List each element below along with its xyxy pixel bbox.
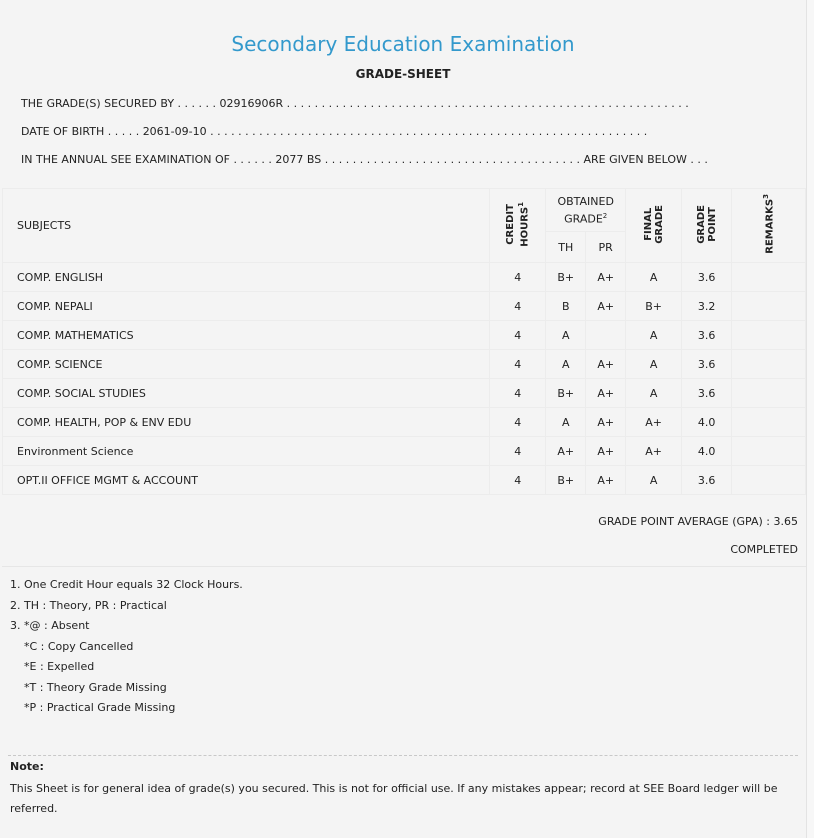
subject-cell: COMP. SOCIAL STUDIES — [3, 379, 490, 408]
secured-by-label: THE GRADE(S) SECURED BY . . . . . . — [21, 97, 217, 110]
legend-item: 3. *@ : Absent — [10, 619, 90, 632]
pr-grade-cell: A+ — [586, 263, 626, 292]
table-row — [3, 466, 806, 495]
exam-end: ARE GIVEN BELOW . . . — [583, 153, 708, 166]
th-grade-cell: B+ — [546, 466, 586, 495]
legend-item: *T : Theory Grade Missing — [24, 680, 167, 694]
remarks-cell — [732, 379, 806, 408]
credit-cell: 4 — [490, 292, 546, 321]
exam-year: 2077 BS — [275, 153, 322, 166]
page-title: Secondary Education Examination — [231, 32, 575, 56]
remarks-cell — [732, 292, 806, 321]
pr-grade-cell: A+ — [586, 466, 626, 495]
symbol-number: 02916906R — [219, 97, 284, 110]
pr-grade-cell — [586, 321, 626, 350]
grade-point-cell: 3.6 — [682, 263, 732, 292]
edge-divider — [806, 0, 807, 838]
header-final-grade: FINAL GRADE — [626, 189, 682, 263]
grade-point-cell: 3.6 — [682, 379, 732, 408]
legend-item: 1. One Credit Hour equals 32 Clock Hours. — [10, 578, 243, 591]
table-row — [3, 408, 806, 437]
final-grade-cell: A — [626, 350, 682, 379]
note-text: This Sheet is for general idea of grade(s) you secured. This is not for official use. If any mistakes appear; record at SEE Board ledger will be referred. — [10, 782, 778, 815]
dob-line — [21, 125, 647, 138]
pr-grade-cell: A+ — [586, 437, 626, 466]
header-credit-hours: CREDIT HOURS$^1$ — [490, 189, 546, 263]
remarks-cell — [732, 263, 806, 292]
final-grade-cell: A+ — [626, 437, 682, 466]
remarks-cell — [732, 437, 806, 466]
remarks-cell — [732, 408, 806, 437]
table-row — [3, 292, 806, 321]
result-status: COMPLETED — [730, 543, 798, 556]
subject-cell: COMP. SCIENCE — [3, 350, 490, 379]
final-grade-cell: B+ — [626, 292, 682, 321]
table-row — [3, 350, 806, 379]
th-grade-cell: A+ — [546, 437, 586, 466]
th-grade-cell: B+ — [546, 379, 586, 408]
credit-cell: 4 — [490, 379, 546, 408]
subject-cell: COMP. MATHEMATICS — [3, 321, 490, 350]
pr-grade-cell: A+ — [586, 350, 626, 379]
grade-point-cell: 3.6 — [682, 321, 732, 350]
subject-cell: COMP. NEPALI — [3, 292, 490, 321]
final-grade-cell: A — [626, 379, 682, 408]
remarks-cell — [732, 466, 806, 495]
table-row — [3, 379, 806, 408]
subject-cell: COMP. HEALTH, POP & ENV EDU — [3, 408, 490, 437]
gpa-value: 3.65 — [773, 515, 798, 528]
exam-line — [21, 153, 708, 166]
subject-cell: COMP. ENGLISH — [3, 263, 490, 292]
header-remarks: REMARKS$^3$ — [732, 189, 806, 263]
secured-by-trail: . . . . . . . . . . . . . . . . . . . . . . . . . . . . . . . . . . . . . . . . . . . . . . . . . . . . . . . . . . — [286, 97, 689, 110]
legend-item: 2. TH : Theory, PR : Practical — [10, 598, 167, 612]
exam-trail: . . . . . . . . . . . . . . . . . . . . . . . . . . . . . . . . . . . . . — [324, 153, 580, 166]
dob-trail: . . . . . . . . . . . . . . . . . . . . . . . . . . . . . . . . . . . . . . . . . . . . . . . . . . . . . . . . . . . . . . . — [210, 125, 648, 138]
final-grade-cell: A — [626, 263, 682, 292]
pr-grade-cell: A+ — [586, 292, 626, 321]
header-pr: PR — [586, 232, 626, 263]
header-grade-point: GRADE POINT — [682, 189, 732, 263]
credit-cell: 4 — [490, 408, 546, 437]
exam-label: IN THE ANNUAL SEE EXAMINATION OF . . . . . . — [21, 153, 272, 166]
gpa-summary — [598, 515, 798, 528]
note-title: Note: — [10, 760, 44, 773]
grade-point-cell: 4.0 — [682, 408, 732, 437]
pr-grade-cell: A+ — [586, 379, 626, 408]
final-grade-cell: A+ — [626, 408, 682, 437]
credit-cell: 4 — [490, 350, 546, 379]
grades-table — [2, 188, 806, 495]
note-divider — [8, 755, 798, 756]
remarks-cell — [732, 321, 806, 350]
divider — [2, 566, 806, 567]
th-grade-cell: B+ — [546, 263, 586, 292]
table-row — [3, 263, 806, 292]
page-subtitle: GRADE-SHEET — [355, 67, 451, 81]
pr-grade-cell: A+ — [586, 408, 626, 437]
legend-item: *C : Copy Cancelled — [24, 639, 134, 653]
legend-item: *P : Practical Grade Missing — [24, 701, 176, 714]
table-row — [3, 437, 806, 466]
legend — [10, 575, 243, 719]
credit-cell: 4 — [490, 437, 546, 466]
gpa-label: GRADE POINT AVERAGE (GPA) : — [598, 515, 770, 528]
th-grade-cell: B — [546, 292, 586, 321]
remarks-cell — [732, 350, 806, 379]
grade-point-cell: 3.6 — [682, 466, 732, 495]
secured-by-line — [21, 97, 689, 110]
credit-cell: 4 — [490, 321, 546, 350]
header-th: TH — [546, 232, 586, 263]
grade-point-cell: 3.2 — [682, 292, 732, 321]
final-grade-cell: A — [626, 321, 682, 350]
credit-cell: 4 — [490, 466, 546, 495]
date-of-birth: 2061-09-10 — [142, 125, 207, 138]
header-obtained-grade: OBTAINED GRADE$^2$ — [546, 189, 626, 232]
th-grade-cell: A — [546, 350, 586, 379]
grade-point-cell: 4.0 — [682, 437, 732, 466]
subject-cell: OPT.II OFFICE MGMT & ACCOUNT — [3, 466, 490, 495]
header-subjects: SUBJECTS — [3, 189, 490, 263]
table-row — [3, 321, 806, 350]
subject-cell: Environment Science — [3, 437, 490, 466]
dob-label: DATE OF BIRTH . . . . . — [21, 125, 140, 138]
legend-item: *E : Expelled — [24, 660, 95, 673]
credit-cell: 4 — [490, 263, 546, 292]
th-grade-cell: A — [546, 408, 586, 437]
th-grade-cell: A — [546, 321, 586, 350]
grade-point-cell: 3.6 — [682, 350, 732, 379]
final-grade-cell: A — [626, 466, 682, 495]
